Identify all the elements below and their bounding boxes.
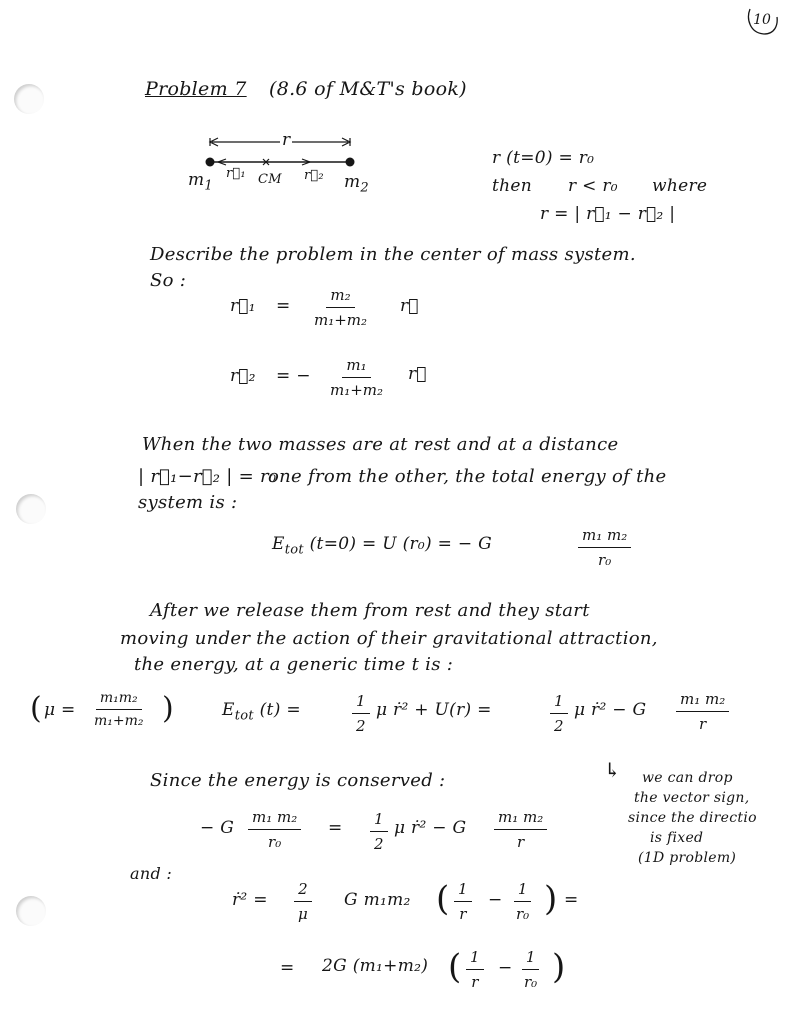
conservation-equals: = <box>328 818 343 838</box>
energy-t-half-1 <box>352 692 370 735</box>
diagram-m2-letter: m <box>344 172 361 192</box>
rdot-term-b <box>512 880 533 923</box>
equation-r2-lhs: r⃗₂ <box>230 366 256 386</box>
and-label: and : <box>130 864 173 883</box>
reduced-mass-lhs: μ = <box>44 700 76 720</box>
equation-r1-fraction <box>310 286 371 329</box>
problem-title-text: Problem 7 <box>145 78 247 100</box>
energy-t-numerator: m₁ m₂ <box>676 690 729 712</box>
binder-hole-middle <box>16 494 46 524</box>
initial-energy-expression: (t=0) = U (r₀) = − G <box>309 534 493 554</box>
final-minus: − <box>498 958 513 978</box>
binder-hole-bottom <box>16 896 46 926</box>
initial-energy-numerator: m₁ m₂ <box>578 526 631 548</box>
conservation-half <box>370 810 388 853</box>
conservation-fraction-1 <box>248 808 301 851</box>
initial-energy-fraction <box>578 526 631 569</box>
problem-title <box>145 78 467 100</box>
so-label: So : <box>150 270 187 291</box>
equation-conservation <box>200 806 600 866</box>
final-term-b <box>520 948 541 991</box>
final-term-b-den: r₀ <box>524 973 538 991</box>
release-text-line1: After we release them from rest and they start <box>150 600 590 621</box>
final-term-a-num: 1 <box>466 948 484 970</box>
release-text-line2: moving under the action of their gravitational attraction, <box>120 628 658 649</box>
rdot-term-a-num: 1 <box>454 880 472 902</box>
diagram-label-m2 <box>344 172 369 195</box>
rest-text-line2: one from the other, the total energy of the <box>268 466 667 487</box>
side-note-line-2: the vector sign, <box>634 790 750 806</box>
equation-r2-rhs: r⃗ <box>408 364 427 384</box>
rdot-factor <box>294 880 312 923</box>
conserved-text: Since the energy is conserved : <box>150 770 446 791</box>
energy-t-half-2 <box>550 692 568 735</box>
rdot-middle: G m₁m₂ <box>344 890 411 910</box>
final-term-a <box>466 948 484 991</box>
reduced-mass-open-paren: ( <box>30 691 42 726</box>
conservation-fraction-1-num: m₁ m₂ <box>248 808 301 830</box>
diagram-label-m1 <box>188 170 213 193</box>
rdot-factor-num: 2 <box>294 880 312 902</box>
side-note <box>628 770 784 866</box>
conservation-middle: μ ṙ² − G <box>394 818 467 838</box>
rdot-open-paren: ( <box>436 879 450 919</box>
reduced-mass-numerator: m₁m₂ <box>96 690 142 710</box>
rdot-term-b-num: 1 <box>514 880 532 902</box>
equation-final <box>280 940 600 1010</box>
diagram-m2-subscript: 2 <box>360 180 369 196</box>
equation-r2-numerator: m₁ <box>342 356 370 378</box>
conservation-half-den: 2 <box>374 835 384 853</box>
side-note-line-5: (1D problem) <box>638 850 737 866</box>
reduced-mass-close-paren: ) <box>162 691 174 726</box>
condition-then-label: then <box>492 176 532 196</box>
equation-rdot-squared <box>232 870 592 940</box>
equation-r1-numerator: m₂ <box>326 286 354 308</box>
conservation-fraction-1-den: r₀ <box>268 833 282 851</box>
rdot-term-b-den: r₀ <box>516 905 530 923</box>
reduced-mass-fraction <box>90 690 148 729</box>
page-number-circle <box>744 3 780 37</box>
diagram-m1-letter: m <box>188 170 205 190</box>
rdot-tail-equals: = <box>564 890 579 910</box>
release-text-line3: the energy, at a generic time t is : <box>134 654 454 675</box>
equation-energy-at-t <box>222 688 762 748</box>
equation-r1-equals: = <box>276 296 291 316</box>
energy-t-middle-2: μ ṙ² − G <box>574 700 647 720</box>
conservation-fraction-2 <box>494 808 547 851</box>
rdot-term-a <box>454 880 472 923</box>
condition-initial-distance: r (t=0) = r₀ <box>492 148 595 168</box>
conservation-fraction-2-den: r <box>517 833 525 851</box>
final-term-a-den: r <box>471 973 479 991</box>
side-note-arrow: ↳ <box>604 758 622 782</box>
page-number: 10 <box>746 4 778 36</box>
equation-r2-equals: = − <box>276 366 311 386</box>
initial-energy-denominator: r₀ <box>598 551 612 569</box>
equation-r1-lhs: r⃗₁ <box>230 296 256 316</box>
final-equals: = <box>280 958 295 978</box>
energy-t-lhs <box>222 700 301 723</box>
rdot-lhs: ṙ² = <box>232 890 268 910</box>
condition-inequality: r < r₀ <box>568 176 618 196</box>
side-note-line-4: is fixed <box>650 830 704 846</box>
initial-energy-subscript: tot <box>284 542 304 558</box>
rdot-minus: − <box>488 890 503 910</box>
diagram-label-r: r <box>282 130 291 150</box>
two-mass-diagram <box>190 128 390 198</box>
final-middle: 2G (m₁+m₂) <box>322 956 429 976</box>
energy-t-half-1-num: 1 <box>352 692 370 714</box>
equation-r2-denominator: m₁+m₂ <box>330 381 384 399</box>
energy-t-middle-1: μ ṙ² + U(r) = <box>376 700 492 720</box>
condition-r-definition: r = | r⃗₁ − r⃗₂ | <box>540 204 676 224</box>
energy-t-subscript: tot <box>234 708 254 724</box>
diagram-m1-subscript: 1 <box>204 178 213 194</box>
equation-r1-rhs: r⃗ <box>400 296 419 316</box>
equation-r1-denominator: m₁+m₂ <box>314 311 368 329</box>
energy-t-denominator: r <box>699 715 707 733</box>
conservation-half-num: 1 <box>370 810 388 832</box>
diagram-label-r2: r⃗₂ <box>304 168 324 183</box>
problem-title-reference: (8.6 of M&T's book) <box>268 78 467 100</box>
diagram-label-cm: CM <box>258 172 282 187</box>
energy-t-expression: (t) = <box>259 700 301 720</box>
side-note-line-1: we can drop <box>642 770 733 786</box>
conservation-fraction-2-num: m₁ m₂ <box>494 808 547 830</box>
equation-r2 <box>230 356 430 416</box>
conservation-lhs-minus: − G <box>200 818 235 838</box>
energy-t-half-2-den: 2 <box>554 717 564 735</box>
energy-t-symbol: E <box>222 700 235 720</box>
final-term-b-num: 1 <box>522 948 540 970</box>
side-note-line-3: since the directio <box>628 810 757 826</box>
diagram-label-r1: r⃗₁ <box>226 166 246 181</box>
reduced-mass-definition <box>30 688 180 744</box>
reduced-mass-denominator: m₁+m₂ <box>94 713 144 729</box>
rdot-close-paren: ) <box>544 879 558 919</box>
intro-text: Describe the problem in the center of mass system. <box>150 244 636 265</box>
energy-t-half-1-den: 2 <box>356 717 366 735</box>
energy-t-fraction <box>676 690 729 733</box>
rest-text-line2-formula: | r⃗₁−r⃗₂ | = r₀ <box>138 466 277 487</box>
rest-text-line1: When the two masses are at rest and at a distance <box>142 434 619 455</box>
equation-initial-energy <box>272 524 652 584</box>
equation-r1 <box>230 286 430 346</box>
final-close-paren: ) <box>552 947 566 987</box>
initial-energy-symbol: E <box>272 534 285 554</box>
energy-t-half-2-num: 1 <box>550 692 568 714</box>
initial-energy-lhs <box>272 534 492 557</box>
condition-where-label: where <box>652 176 708 196</box>
rdot-factor-den: μ <box>298 905 308 923</box>
final-open-paren: ( <box>448 947 462 987</box>
rest-text-line3: system is : <box>138 492 238 513</box>
binder-hole-top <box>14 84 44 114</box>
equation-r2-fraction <box>326 356 387 399</box>
rdot-term-a-den: r <box>459 905 467 923</box>
